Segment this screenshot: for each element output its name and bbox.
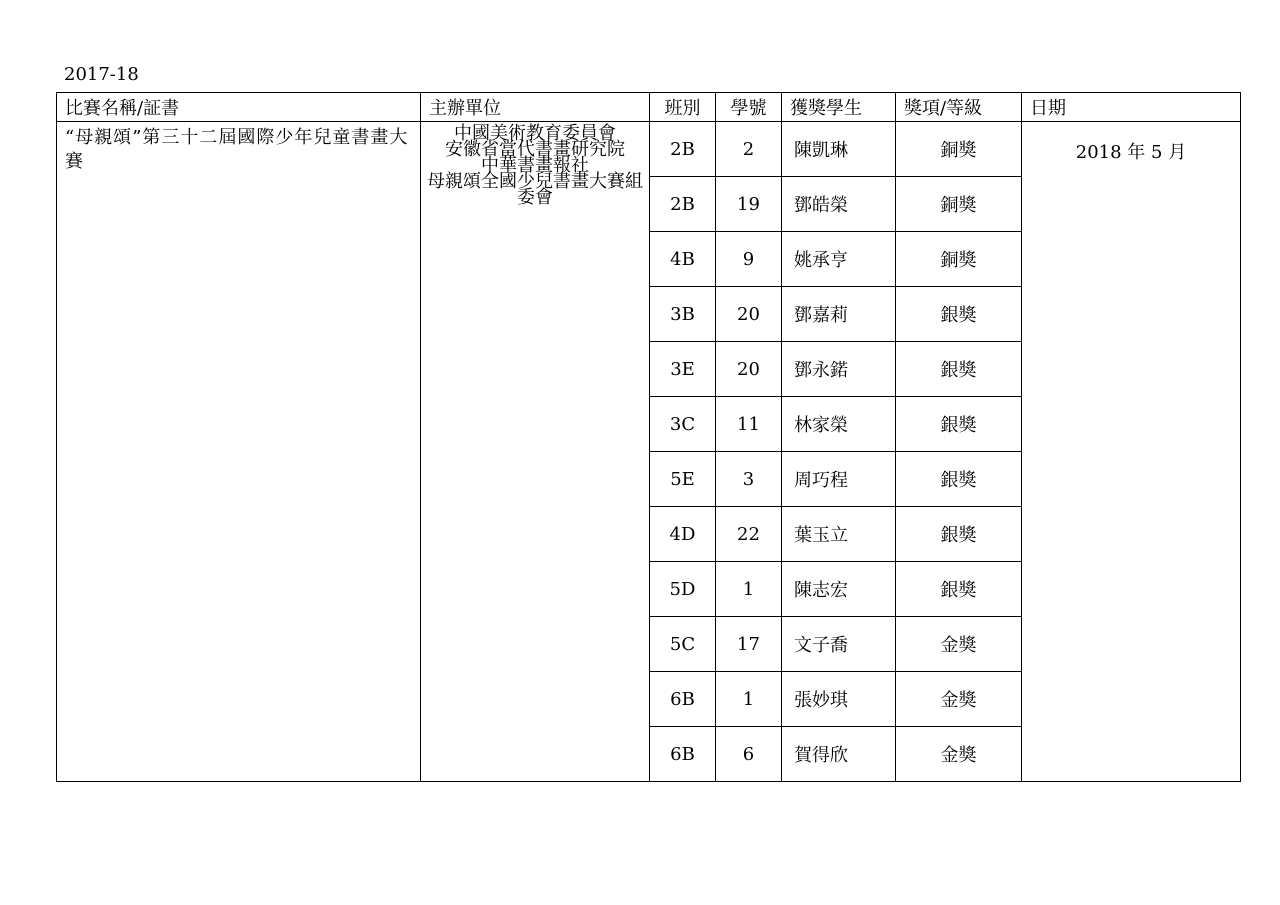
header-date: 日期 bbox=[1022, 93, 1241, 122]
cell-award: 金獎 bbox=[896, 672, 1022, 727]
cell-student: 葉玉立 bbox=[782, 507, 896, 562]
cell-class: 4D bbox=[650, 507, 716, 562]
competition-name: “母親頌”第三十二屆國際少年兒童書畫大賽 bbox=[57, 122, 421, 782]
awards-table bbox=[56, 92, 1241, 782]
cell-class: 3B bbox=[650, 287, 716, 342]
header-organizer: 主辦單位 bbox=[421, 93, 650, 122]
organizer-list bbox=[421, 122, 650, 782]
cell-student: 鄧永鍩 bbox=[782, 342, 896, 397]
cell-number: 19 bbox=[716, 177, 782, 232]
cell-class: 6B bbox=[650, 727, 716, 782]
cell-number: 11 bbox=[716, 397, 782, 452]
cell-number: 2 bbox=[716, 122, 782, 177]
cell-number: 6 bbox=[716, 727, 782, 782]
cell-student: 陳志宏 bbox=[782, 562, 896, 617]
organizer-item: 中華書畫報社 bbox=[481, 155, 589, 176]
cell-class: 4B bbox=[650, 232, 716, 287]
cell-number: 17 bbox=[716, 617, 782, 672]
cell-student: 周巧程 bbox=[782, 452, 896, 507]
cell-class: 5C bbox=[650, 617, 716, 672]
cell-class: 3E bbox=[650, 342, 716, 397]
cell-award: 銀獎 bbox=[896, 397, 1022, 452]
cell-class: 2B bbox=[650, 122, 716, 177]
cell-award: 銀獎 bbox=[896, 452, 1022, 507]
header-row bbox=[57, 93, 1241, 122]
cell-award: 銀獎 bbox=[896, 287, 1022, 342]
cell-student: 姚承亨 bbox=[782, 232, 896, 287]
organizer-item: 安徽省當代書畫研究院 bbox=[445, 139, 625, 160]
cell-number: 20 bbox=[716, 342, 782, 397]
cell-student: 林家榮 bbox=[782, 397, 896, 452]
header-number: 學號 bbox=[716, 93, 782, 122]
cell-number: 22 bbox=[716, 507, 782, 562]
cell-award: 銅獎 bbox=[896, 232, 1022, 287]
award-date: 2018 年 5 月 bbox=[1022, 122, 1241, 782]
cell-class: 5D bbox=[650, 562, 716, 617]
organizer-item: 母親頌全國少兒書畫大賽組委會 bbox=[427, 171, 643, 208]
cell-class: 3C bbox=[650, 397, 716, 452]
cell-award: 金獎 bbox=[896, 727, 1022, 782]
table-row bbox=[57, 122, 1241, 177]
cell-award: 銅獎 bbox=[896, 177, 1022, 232]
cell-number: 20 bbox=[716, 287, 782, 342]
cell-number: 1 bbox=[716, 562, 782, 617]
cell-number: 3 bbox=[716, 452, 782, 507]
cell-student: 張妙琪 bbox=[782, 672, 896, 727]
cell-student: 鄧嘉莉 bbox=[782, 287, 896, 342]
cell-award: 金獎 bbox=[896, 617, 1022, 672]
cell-student: 文子喬 bbox=[782, 617, 896, 672]
cell-student: 鄧皓榮 bbox=[782, 177, 896, 232]
cell-number: 9 bbox=[716, 232, 782, 287]
cell-award: 銀獎 bbox=[896, 342, 1022, 397]
cell-award: 銅獎 bbox=[896, 122, 1022, 177]
cell-student: 陳凱琳 bbox=[782, 122, 896, 177]
cell-student: 賀得欣 bbox=[782, 727, 896, 782]
header-class: 班別 bbox=[650, 93, 716, 122]
cell-class: 2B bbox=[650, 177, 716, 232]
cell-class: 6B bbox=[650, 672, 716, 727]
cell-award: 銀獎 bbox=[896, 562, 1022, 617]
organizer-item: 中國美術教育委員會 bbox=[454, 123, 616, 144]
cell-class: 5E bbox=[650, 452, 716, 507]
cell-award: 銀獎 bbox=[896, 507, 1022, 562]
header-award: 獎項/等級 bbox=[896, 93, 1022, 122]
header-competition: 比賽名稱/証書 bbox=[57, 93, 421, 122]
header-student: 獲獎學生 bbox=[782, 93, 896, 122]
cell-number: 1 bbox=[716, 672, 782, 727]
school-year: 2017-18 bbox=[64, 64, 139, 85]
